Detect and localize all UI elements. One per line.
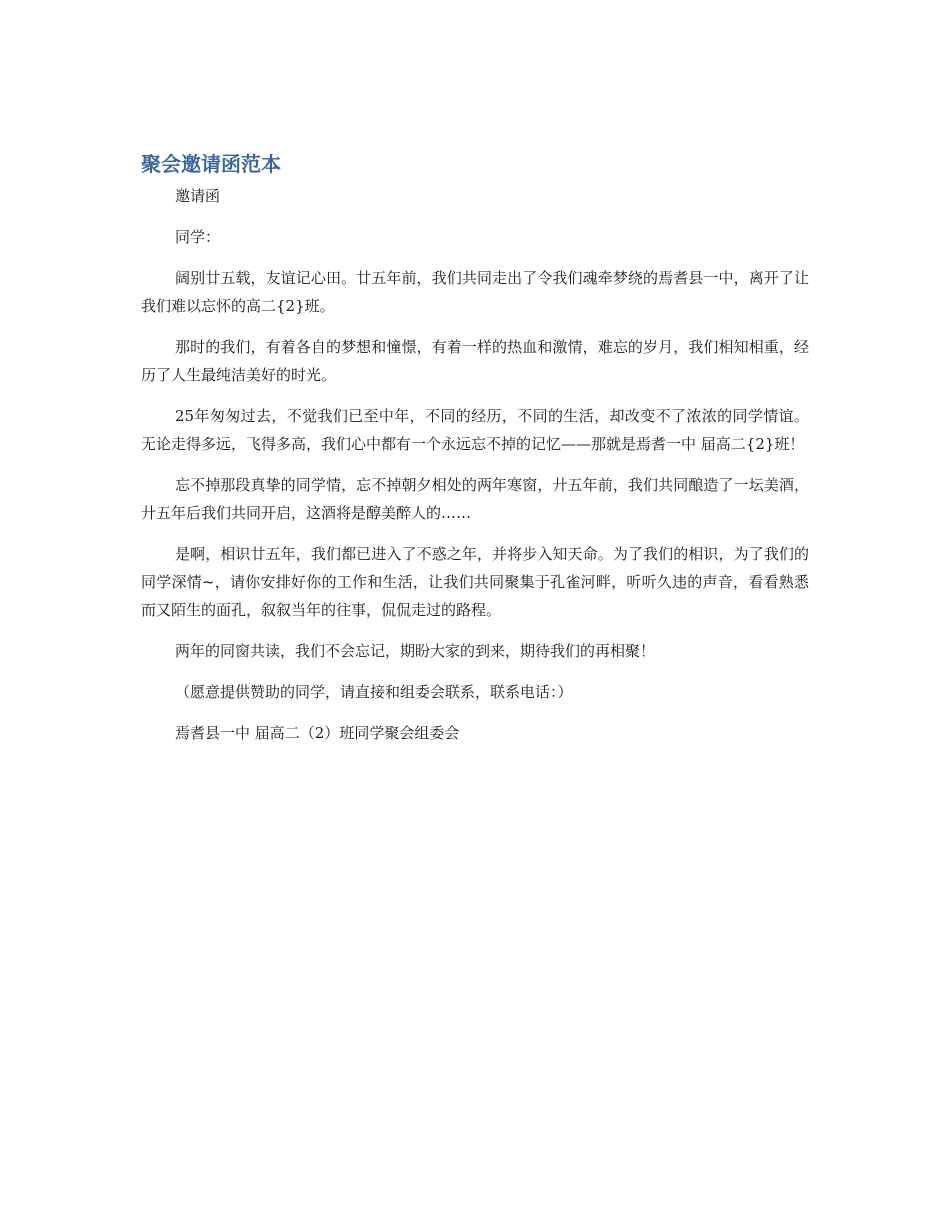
document-body (141, 150, 809, 747)
body-paragraph: 阔别廿五载，友谊记心田。廿五年前，我们共同走出了令我们魂牵梦绕的焉耆县一中，离开了让我们难以忘怀的高二{2}班。 (141, 269, 809, 315)
salutation: 同学： (175, 228, 221, 246)
document-title: 聚会邀请函范本 (141, 152, 281, 176)
signature: 焉耆县一中 届高二（2）班同学聚会组委会 (175, 724, 460, 742)
body-paragraph: 那时的我们，有着各自的梦想和憧憬，有着一样的热血和激情，难忘的岁月，我们相知相重，经历了人生最纯洁美好的时光。 (141, 338, 809, 384)
sponsor-note: （愿意提供赞助的同学，请直接和组委会联系，联系电话：） (175, 683, 573, 701)
body-paragraph: 是啊，相识廿五年，我们都已进入了不惑之年，并将步入知天命。为了我们的相识，为了我们的同学深情~，请你安排好你的工作和生活，让我们共同聚集于孔雀河畔，听听久违的声音，看看熟悉而又陌生的面孔，叙叙当年的往事，侃侃走过的路程。 (141, 545, 809, 619)
body-paragraph: 25年匆匆过去，不觉我们已至中年，不同的经历，不同的生活，却改变不了浓浓的同学情谊。无论走得多远，飞得多高，我们心中都有一个永远忘不掉的记忆——那就是焉耆一中 届高二{2}班！ (141, 407, 809, 453)
closing-paragraph: 两年的同窗共读，我们不会忘记，期盼大家的到来，期待我们的再相聚！ (175, 642, 656, 660)
body-paragraph: 忘不掉那段真挚的同学情，忘不掉朝夕相处的两年寒窗，廾五年前，我们共同酿造了一坛美酒，廾五年后我们共同开启，这酒将是醇美醉人的…… (141, 476, 809, 522)
invitation-heading: 邀请函 (175, 187, 221, 205)
